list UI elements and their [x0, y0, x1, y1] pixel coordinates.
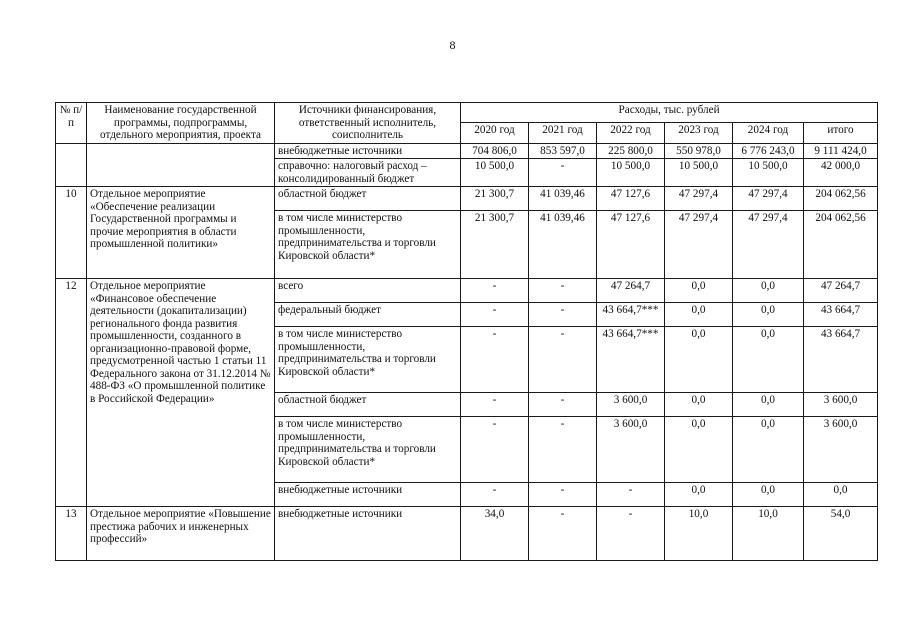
- budget-table: [55, 102, 878, 561]
- value-cell: -: [529, 417, 597, 483]
- value-cell: 41 039,46: [529, 187, 597, 211]
- source-cell: внебюджетные источники: [275, 507, 461, 561]
- source-cell: внебюджетные источники: [275, 483, 461, 507]
- item-number: 13: [56, 507, 87, 561]
- value-cell: -: [529, 507, 597, 561]
- value-cell: 9 111 424,0: [804, 143, 878, 159]
- value-cell: 54,0: [804, 507, 878, 561]
- item-name: Отдельное мероприятие «Обеспечение реализации Государственной программы и прочие мероприятия в области промышленной политики»: [87, 187, 275, 279]
- value-cell: 43 664,7: [804, 303, 878, 327]
- value-cell: 0,0: [733, 483, 804, 507]
- value-cell: 3 600,0: [597, 393, 665, 417]
- value-cell: 21 300,7: [461, 211, 529, 279]
- value-cell: -: [529, 279, 597, 303]
- value-cell: -: [529, 159, 597, 187]
- value-cell: -: [529, 483, 597, 507]
- header-source: Источники финансирования, ответственный исполнитель, соисполнитель: [275, 103, 461, 144]
- value-cell: 3 600,0: [804, 393, 878, 417]
- value-cell: 10,0: [733, 507, 804, 561]
- source-cell: в том числе министерство промышленности, предпринимательства и торговли Кировской области*: [275, 417, 461, 483]
- source-cell: областной бюджет: [275, 187, 461, 211]
- source-cell: в том числе министерство промышленности, предпринимательства и торговли Кировской области*: [275, 211, 461, 279]
- value-cell: 21 300,7: [461, 187, 529, 211]
- value-cell: 853 597,0: [529, 143, 597, 159]
- value-cell: 10 500,0: [733, 159, 804, 187]
- value-cell: 41 039,46: [529, 211, 597, 279]
- value-cell: -: [461, 327, 529, 393]
- item-number: 12: [56, 279, 87, 507]
- value-cell: 0,0: [665, 279, 733, 303]
- value-cell: 10,0: [665, 507, 733, 561]
- value-cell: -: [529, 327, 597, 393]
- value-cell: -: [461, 303, 529, 327]
- value-cell: 47 297,4: [733, 211, 804, 279]
- value-cell: 42 000,0: [804, 159, 878, 187]
- header-year: 2020 год: [461, 123, 529, 143]
- header-total: итого: [804, 123, 878, 143]
- value-cell: 6 776 243,0: [733, 143, 804, 159]
- item-name: Отдельное мероприятие «Финансовое обеспечение деятельности (докапитализации) регионального фонда развития промышленности, созданного в организационно-правовой форме, предусмотренной частью 1 статьи 11 Федерального закона от 31.12.2014 № 488-ФЗ «О промышленной политике в Российской Федерации»: [87, 279, 275, 507]
- value-cell: -: [461, 393, 529, 417]
- value-cell: 225 800,0: [597, 143, 665, 159]
- source-cell: внебюджетные источники: [275, 143, 461, 159]
- value-cell: 47 264,7: [804, 279, 878, 303]
- value-cell: -: [461, 483, 529, 507]
- value-cell: -: [461, 417, 529, 483]
- value-cell: 10 500,0: [665, 159, 733, 187]
- value-cell: 704 806,0: [461, 143, 529, 159]
- value-cell: 0,0: [804, 483, 878, 507]
- item-name: Отдельное мероприятие «Повышение престижа рабочих и инженерных профессий»: [87, 507, 275, 561]
- source-cell: в том числе министерство промышленности, предпринимательства и торговли Кировской области*: [275, 327, 461, 393]
- value-cell: 34,0: [461, 507, 529, 561]
- header-year: 2022 год: [597, 123, 665, 143]
- value-cell: 47 297,4: [665, 211, 733, 279]
- value-cell: 204 062,56: [804, 187, 878, 211]
- item-number: 10: [56, 187, 87, 279]
- value-cell: 47 264,7: [597, 279, 665, 303]
- header-year: 2021 год: [529, 123, 597, 143]
- value-cell: -: [597, 507, 665, 561]
- value-cell: 550 978,0: [665, 143, 733, 159]
- value-cell: 0,0: [665, 327, 733, 393]
- source-cell: областной бюджет: [275, 393, 461, 417]
- table-row: [56, 187, 878, 211]
- header-name: Наименование государственной программы, подпрограммы, отдельного мероприятия, проекта: [87, 103, 275, 144]
- value-cell: 10 500,0: [461, 159, 529, 187]
- value-cell: 47 297,4: [665, 187, 733, 211]
- value-cell: -: [597, 483, 665, 507]
- value-cell: -: [461, 279, 529, 303]
- value-cell: 43 664,7***: [597, 303, 665, 327]
- empty-cell: [56, 143, 87, 187]
- value-cell: 0,0: [665, 393, 733, 417]
- value-cell: 43 664,7: [804, 327, 878, 393]
- table-row: [56, 279, 878, 303]
- value-cell: 204 062,56: [804, 211, 878, 279]
- value-cell: 3 600,0: [597, 417, 665, 483]
- header-no: № п/п: [56, 103, 87, 144]
- table-row: [56, 143, 878, 159]
- value-cell: 0,0: [733, 279, 804, 303]
- value-cell: 3 600,0: [804, 417, 878, 483]
- value-cell: 0,0: [733, 393, 804, 417]
- value-cell: 0,0: [665, 483, 733, 507]
- value-cell: 0,0: [665, 417, 733, 483]
- table-row: [56, 507, 878, 561]
- value-cell: 10 500,0: [597, 159, 665, 187]
- header-year: 2023 год: [665, 123, 733, 143]
- value-cell: 0,0: [733, 303, 804, 327]
- value-cell: 0,0: [665, 303, 733, 327]
- source-cell: всего: [275, 279, 461, 303]
- value-cell: 47 297,4: [733, 187, 804, 211]
- value-cell: 0,0: [733, 417, 804, 483]
- value-cell: 47 127,6: [597, 187, 665, 211]
- page-number: 8: [449, 38, 456, 52]
- value-cell: -: [529, 393, 597, 417]
- value-cell: 0,0: [733, 327, 804, 393]
- empty-cell: [87, 143, 275, 187]
- value-cell: -: [529, 303, 597, 327]
- source-cell: справочно: налоговый расход – консолидированный бюджет: [275, 159, 461, 187]
- value-cell: 47 127,6: [597, 211, 665, 279]
- value-cell: 43 664,7***: [597, 327, 665, 393]
- header-year: 2024 год: [733, 123, 804, 143]
- source-cell: федеральный бюджет: [275, 303, 461, 327]
- header-expenses: Расходы, тыс. рублей: [461, 103, 878, 123]
- header-row: [56, 103, 878, 123]
